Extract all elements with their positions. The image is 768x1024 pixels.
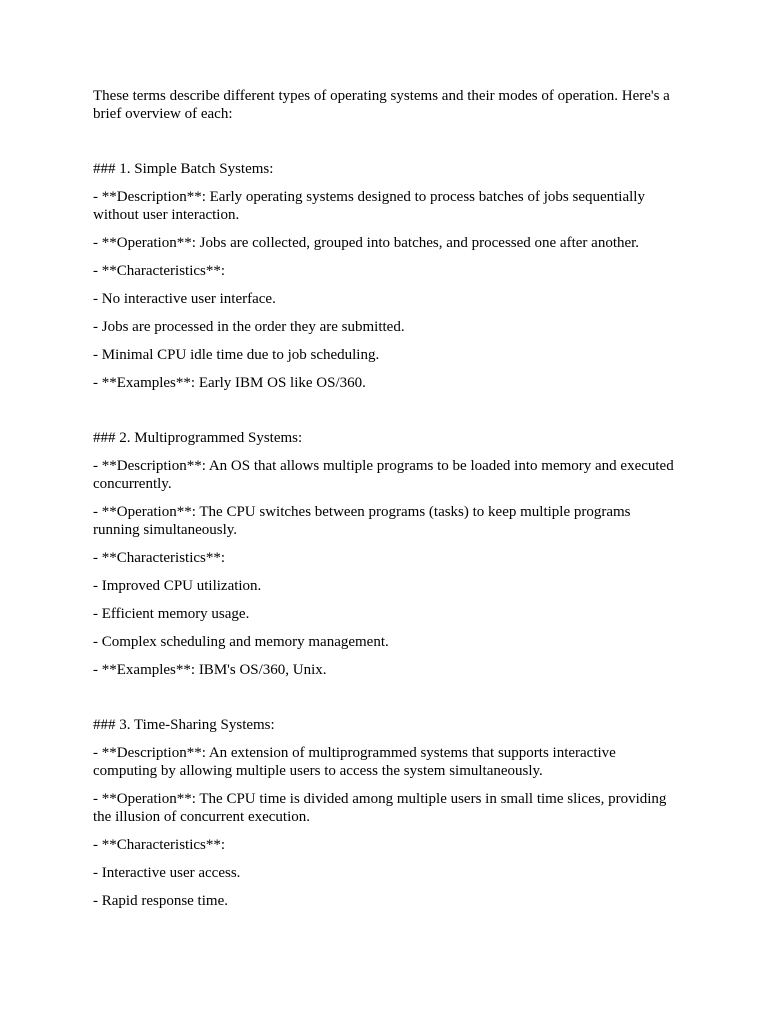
operation-line: - **Operation**: The CPU switches between programs (tasks) to keep multiple programs running simultaneously. xyxy=(93,504,631,538)
characteristics-line: - **Characteristics**: xyxy=(93,263,226,279)
section-time-sharing-systems xyxy=(93,716,678,910)
operation-line: - **Operation**: The CPU time is divided among multiple users in small time slices, providing the illusion of concurrent execution. xyxy=(93,791,667,825)
operation-line: - **Operation**: Jobs are collected, grouped into batches, and processed one after another. xyxy=(93,235,640,251)
examples-line: - **Examples**: Early IBM OS like OS/360. xyxy=(93,375,366,391)
bullet-line: - No interactive user interface. xyxy=(93,291,276,307)
bullet-line: - Minimal CPU idle time due to job scheduling. xyxy=(93,347,380,363)
bullet-line: - Complex scheduling and memory management. xyxy=(93,634,389,650)
bullet-line: - Jobs are processed in the order they are submitted. xyxy=(93,319,405,335)
section-heading: ### 1. Simple Batch Systems: xyxy=(93,161,274,177)
description-line: - **Description**: An OS that allows multiple programs to be loaded into memory and executed concurrently. xyxy=(93,458,674,492)
description-line: - **Description**: Early operating systems designed to process batches of jobs sequentially without user interaction. xyxy=(93,189,645,223)
bullet-line: - Interactive user access. xyxy=(93,865,241,881)
characteristics-line: - **Characteristics**: xyxy=(93,550,226,566)
characteristics-line: - **Characteristics**: xyxy=(93,837,226,853)
section-heading: ### 2. Multiprogrammed Systems: xyxy=(93,430,303,446)
section-heading: ### 3. Time-Sharing Systems: xyxy=(93,717,275,733)
description-line: - **Description**: An extension of multiprogrammed systems that supports interactive computing by allowing multiple users to access the system simultaneously. xyxy=(93,745,616,779)
intro-paragraph: These terms describe different types of operating systems and their modes of operation. Here's a brief overview of each: xyxy=(93,88,670,122)
bullet-line: - Improved CPU utilization. xyxy=(93,578,262,594)
section-simple-batch-systems xyxy=(93,160,678,392)
section-multiprogrammed-systems xyxy=(93,429,678,679)
bullet-line: - Efficient memory usage. xyxy=(93,606,250,622)
examples-line: - **Examples**: IBM's OS/360, Unix. xyxy=(93,662,327,678)
bullet-line: - Rapid response time. xyxy=(93,893,228,909)
